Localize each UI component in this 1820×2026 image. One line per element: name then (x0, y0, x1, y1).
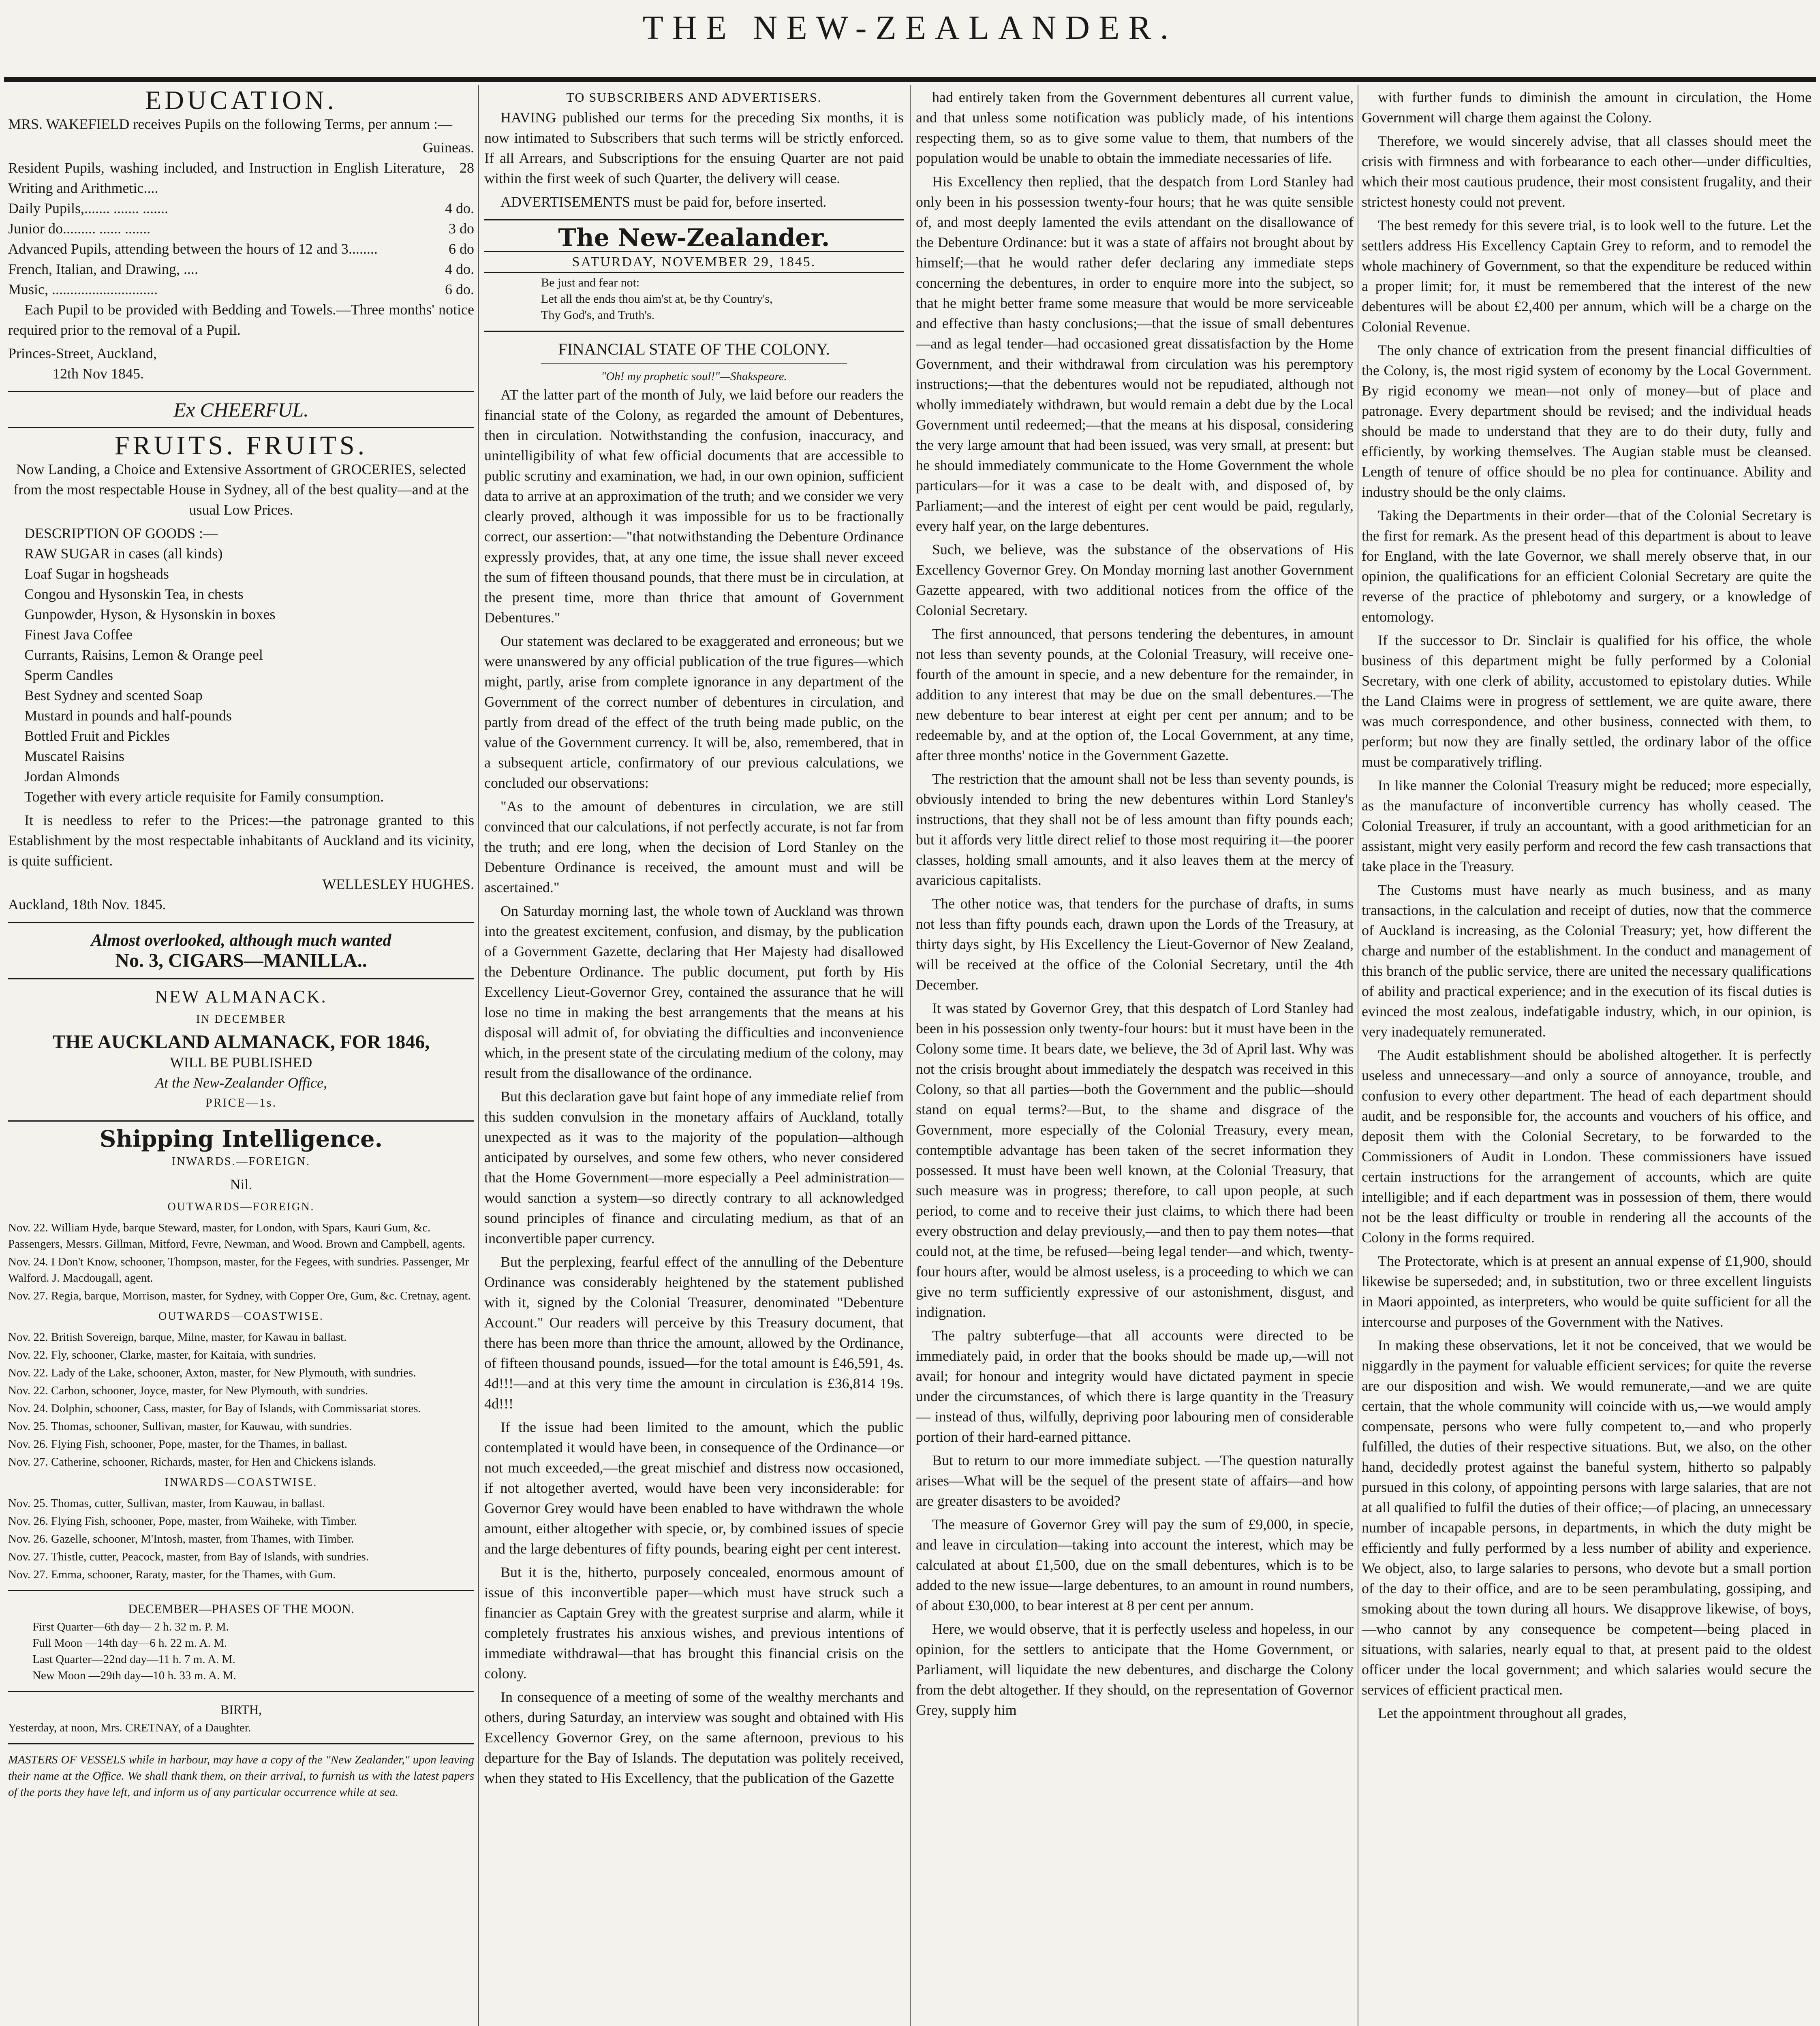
article-paragraph: His Excellency then replied, that the despatch from Lord Stanley had only been in his possession twenty-four hours; that he was quite sensible of, and most deeply lamented the evils attendant on the disallowance of the Debenture Ordinance: but it was a state of affairs not brought about by himself;—that he would rather defer declaring any immediate steps concerning the debentures, in order to enquire more into the subject, so that he might better frame some measure that would be more serviceable and effective than hasty conclusions;—that the issue of small debentures—and as legal tender—had occasioned great dissatisfaction by the Home Government, and their withdrawal from circulation was his peremptory instructions;—that the debentures would not be repudiated, although not wholly immediately withdrawn, but would remain a debt due by the Local Government until redeemed;—that the means at his disposal, considering the very large amount that had been issued, was very small, at present: but he should immediately communicate to the Home Government the whole particulars—for it was a case to be dealt with, and disposed of, by Parliament;—and the interest of eight per cent would be paid, regularly, every half year, on the large debentures. (916, 173, 1354, 534)
shipping-entry: Nov. 26. Flying Fish, schooner, Pope, master, from Waiheke, with Timber. (8, 1515, 357, 1528)
article-paragraph: The Protectorate, which is at present an annual expense of £1,900, should likewise be superseded; and, in substitution, two or three excellent linguists in Maori appointed, as interpreters, who would be quite sufficient for all the intercourse and purposes of the Government with the Natives. (1362, 1253, 1811, 1330)
moon-phase: Last Quarter—22nd day—11 h. 7 m. A. M. (32, 1653, 235, 1666)
outwards-coastwise-list (8, 1329, 474, 1470)
terms-row (8, 158, 474, 198)
fruits-heading: FRUITS. FRUITS. (114, 431, 368, 460)
terms-item: Resident Pupils, washing included, and Instruction in English Literature, Writing and Arithmetic.... (8, 160, 445, 196)
shipping-entry: Nov. 27. Catherine, schooner, Richards, master, for Hen and Chickens islands. (8, 1455, 376, 1468)
wakefield-note: Each Pupil to be provided with Bedding and Towels.—Three months' notice required prior to the removal of a Pupil. (8, 301, 474, 338)
goods-item: Best Sydney and scented Soap (24, 687, 203, 703)
cheerful-heading: Ex CHEERFUL. (173, 398, 309, 421)
masters-note: MASTERS OF VESSELS while in harbour, may have a copy of the "New Zealander," upon leaving their name at the Office. We shall thank them, on their arrival, to furnish us with the latest papers of the ports they have left, and inform us of any particular occurrence while at sea. (8, 1753, 474, 1799)
article-paragraph: The measure of Governor Grey will pay the sum of £9,000, in specie, and leave in circulation—taking into account the interest, which may be calculated at about £1,500, due on the small debentures, which is to be added to the new issue—large debentures, to an amount in round numbers, of about £30,000, to bear interest at 8 per cent per annum. (916, 1516, 1354, 1614)
article-paragraph: It was stated by Governor Grey, that this despatch of Lord Stanley had been in his possession only twenty-four hours: but it must have been in the Colony some time. It bears date, we believe, the 3d of April last. Why was not the crisis brought about immediately the despatch was received in this Colony, so that all parties—both the Government and the public—should stand on equal terms?—But, to the shame and disgrace of the Government, more especially of the Colonial Treasury, every mean, contemptible advantage has been taken of the secret information they possessed. It must have been well known, at the Colonial Treasury, that such measure was in progress; therefore, to call upon people, at such period, to come and to receive their just claims, to which there had been every obstruction and delay previously,—and then to pay them notes—that could not, at the time, be refused—being legal tender—and which, twenty-four hours after, would be almost useless, is a proceeding to which we can give no term sufficiently expressive of our astonishment, disgust, and indignation. (916, 1000, 1354, 1320)
article-heading: FINANCIAL STATE OF THE COLONY. (558, 340, 830, 358)
fruits-intro: Now Landing, a Choice and Extensive Assortment of GROCERIES, selected from the most respectable House in Sydney, all of the best quality—and at the usual Low Prices. (13, 461, 469, 518)
notice-heading: TO SUBSCRIBERS AND ADVERTISERS. (566, 90, 822, 105)
goods-item: Congou and Hysonskin Tea, in chests (24, 586, 244, 602)
shipping-entry: Nov. 27. Regia, barque, Morrison, master, for Sydney, with Copper Ore, Gum, &c. Cretnay, agent. (8, 1289, 471, 1302)
article-paragraph: AT the latter part of the month of July, we laid before our readers the financial state of the Colony, as regarded the amount of Debentures, then in circulation. Notwithstanding the confusion, inaccuracy, and unintelligibility of what few official documents that are accessible to public scrutiny and examination, we had, in our own opinion, sufficient data to arrive at an approximation of the truth; and we consider we very clearly proved, although it was impossible for us to be fractionally correct, our assertion:—"that notwithstanding the Debenture Ordinance expressly provides, that, at any one time, the issue shall never exceed the sum of fifteen thousand pounds, that there must be in circulation, at the present time, more than thrice that amount of Government Debentures." (484, 387, 904, 626)
terms-item: Daily Pupils,....... ....... ....... (8, 200, 169, 216)
terms-row (8, 259, 474, 279)
hughes-date: Auckland, 18th Nov. 1845. (8, 896, 166, 913)
article-paragraph: Taking the Departments in their order—that of the Colonial Secretary is the first for remark. As the present head of this department is about to leave for England, with the late Governor, we shall merely observe that, in our opinion, the qualifications for an efficient Colonial Secretary are quite the reverse of the practice of phlebotomy and surgery, or a knowledge of entomology. (1362, 507, 1811, 625)
terms-amount: 6 do (449, 241, 474, 257)
goods-item: Finest Java Coffee (24, 626, 133, 643)
cigars-line1: Almost overlooked, although much wanted (91, 931, 391, 950)
article-paragraph: The paltry subterfuge—that all accounts were directed to be immediately paid, in order that the books should be made up,—will not avail; for honour and integrity would have dictated payment in specie under the circumstances, of which there is large quantity in the Treasury — instead of thus, wilfully, depriving poor labouring men of considerable portion of their hard-earned pittance. (916, 1327, 1354, 1445)
divider (8, 1590, 474, 1591)
divider (484, 331, 904, 332)
notice-text: HAVING published our terms for the preceding Six months, it is now intimated to Subscribers that such terms will be strictly enforced. If all Arrears, and Subscriptions for the ensuing Quarter are not paid within the first week of such Quarter, the delivery will cease. (484, 109, 904, 186)
goods-item: Gunpowder, Hyson, & Hysonskin in boxes (24, 606, 276, 622)
terms-amount: 3 do (449, 220, 474, 237)
column-editorial-middle (916, 87, 1354, 2026)
moon-phase: New Moon —29th day—10 h. 33 m. A. M. (32, 1669, 236, 1682)
shipping-entry: Nov. 26. Gazelle, schooner, M'Intosh, master, from Thames, with Timber. (8, 1532, 354, 1545)
article-paragraph: In like manner the Colonial Treasury might be reduced; more especially, as the manufacture of inconvertible currency has wholly ceased. The Colonial Treasurer, if truly an accountant, with a good arithmetician for an assistant, might very easily perform and record the few cash transactions that take place in the Treasury. (1362, 777, 1811, 874)
shipping-entry: Nov. 24. Dolphin, schooner, Cass, master, for Bay of Islands, with Commissariat stores. (8, 1402, 421, 1415)
almanack-price: PRICE—1s. (205, 1096, 277, 1109)
goods-item: Sperm Candles (24, 667, 113, 683)
moon-phase: Full Moon —14th day—6 h. 22 m. A. M. (32, 1637, 227, 1650)
shipping-entry: Nov. 27. Thistle, cutter, Peacock, master, from Bay of Islands, with sundries. (8, 1550, 369, 1563)
ads-note: ADVERTISEMENTS must be paid for, before inserted. (500, 194, 827, 210)
article-paragraph: In making these observations, let it not be conceived, that we would be niggardly in the payment for valuable efficient services; for quite the reverse are our disposition and wish. We would remunerate,—and we are quite certain, that the whole community will coincide with us,—we would amply compensate, persons who were fully competent to,—and who properly fulfilled, the duties of their respective situations. But, we also, on the other hand, decidedly protest against the baneful system, hitherto so palpably pursued in this colony, of appointing persons with large salaries, that are not at all qualified to fulfil the duties of their office;—of placing, an unnecessary number of incapable persons, in departments, in which the duty might be efficiently and fully performed by a less number of ability and experience. We object, also, to large salaries to persons, who devote but a small portion of the day to their office, and are to be seen perambulating, gossiping, and smoking about the town during all hours. We disapprove likewise, of boys,—who cannot by any consequence be competent—being placed in situations, with salaries, nearly equal to that, at present paid to the oldest officer under the local government; and which salaries would secure the services of efficient practical men. (1362, 1337, 1811, 1698)
outwards-foreign-heading: OUTWARDS—FOREIGN. (167, 1201, 315, 1213)
divider (8, 427, 474, 428)
column-editorial-start (484, 87, 904, 2026)
terms-amount: 4 do. (445, 261, 474, 277)
terms-amount: 4 do. (445, 200, 474, 216)
divider (8, 922, 474, 923)
divider (8, 978, 474, 979)
outwards-foreign-list (8, 1220, 474, 1304)
cigars-line2: No. 3, CIGARS—MANILLA.. (115, 950, 367, 971)
article-paragraph: The Customs must have nearly as much business, and as many transactions, in the calculation and receipt of duties, now that the commerce of Auckland is increasing, as the Colonial Treasury; yet, how different the charge and number of the establishment. In the conduct and management of this branch of the public service, there are united the necessary qualifications of ability and practical experience; and in the execution of its fiscal duties is evinced the most zealous, indefatigable industry, which, in our opinion, is very inadequately remunerated. (1362, 882, 1811, 1040)
article-paragraph: In consequence of a meeting of some of the wealthy merchants and others, during Saturday, an interview was sought and obtained with His Excellency Governor Grey, on the same afternoon, previous to his departure for the Bay of Islands. The deputation was politely received, when they stated to His Excellency, that the publication of the Gazette (484, 1689, 904, 1786)
moon-phase: First Quarter—6th day— 2 h. 32 m. P. M. (32, 1620, 229, 1633)
birth-heading: BIRTH, (220, 1702, 262, 1717)
goods-list (24, 543, 474, 786)
article-paragraph: Here, we would observe, that it is perfectly useless and hopeless, in our opinion, for the settlers to anticipate that the Home Government, or Parliament, will liquidate the new debentures, and discharge the Colony from the debt altogether. If they should, on the representation of Governor Grey, supply him (916, 1621, 1354, 1718)
shipping-entry: Nov. 24. I Don't Know, schooner, Thompson, master, for the Fegees, with sundries. Passenger, Mr Walford. J. Macdougall, agent. (8, 1255, 469, 1284)
shipping-entry: Nov. 25. Thomas, schooner, Sullivan, master, for Kauwau, with sundries. (8, 1420, 352, 1433)
terms-row (8, 239, 474, 259)
article-paragraph: But to return to our more immediate subject. —The question naturally arises—What will be the sequel of the present state of affairs—and how are greater disasters to be avoided? (916, 1452, 1354, 1509)
moon-heading: DECEMBER—PHASES OF THE MOON. (128, 1601, 354, 1616)
masthead: THE NEW-ZEALANDER. (642, 9, 1178, 47)
terms-row (8, 198, 474, 218)
article-paragraph: The Audit establishment should be abolished altogether. It is perfectly useless and unnecessary—and only a source of annoyance, trouble, and confusion to every other department. The head of each department should audit, and be responsible for, the accounts and vouchers of his office, and deposit them with the Colonial Secretary, to be forwarded to the Commissioners of Audit in London. These commissioners have issued certain instructions for the arrangement of accounts, which are quite intelligible; and if each department was in possession of them, there would not be the least difficulty or trouble in rendering all the accounts of the Colony in the forms required. (1362, 1047, 1811, 1246)
column-advertisements (8, 87, 474, 2026)
outwards-coastwise-heading: OUTWARDS—COASTWISE. (158, 1310, 324, 1323)
article-paragraph: The first announced, that persons tendering the debentures, in amount not less than seventy pounds, at the Colonial Treasury, will receive one-fourth of the amount in specie, and a new debenture for the remainder, in addition to any interest that may be due on the small debentures.—The new debenture to bear interest at eight per cent per annum; and to be redeemable by, and at the option of, the Local Government, at any time, after three months' notice in the Government Gazette. (916, 626, 1354, 763)
shipping-entry: Nov. 27. Emma, schooner, Raraty, master, for the Thames, with Gum. (8, 1568, 336, 1581)
article-paragraph: If the issue had been limited to the amount, which the public contemplated it would have been, in consequence of the Ordinance—or not much exceeded,—the great mischief and distress now occasioned, if not altogether averted, would have been very inconsiderable: for Governor Grey would have been enabled to have withdrawn the whole amount, either altogether with specie, or, by combined issues of specie and the large debentures of fifty pounds, bearing eight per cent interest. (484, 1419, 904, 1557)
motto: Be just and fear not: Let all the ends thou aim'st at, be thy Country's, Thy God's, and Truth's. (541, 276, 773, 322)
paper-title: The New-Zealander. (558, 224, 830, 252)
terms-item: Junior do......... ...... ....... (8, 220, 150, 237)
article-paragraph: But it is the, hitherto, purposely concealed, enormous amount of issue of this inconvertible paper—which must have struck such a financier as Captain Grey with the greatest surprise and alarm, while it completely frustrates his anxious wishes, and previous intentions of immediate withdrawal—that has brought this financial crisis on the colony. (484, 1564, 904, 1682)
article-paragraph: The restriction that the amount shall not be less than seventy pounds, is obviously intended to bring the new debentures within Lord Stanley's instructions, that they shall not be of less amount than fifty pounds each; but it affords very little direct relief to those most requiring it—the poorer classes, holding small amounts, and it also leaves them at the mercy of avaricious capitalists. (916, 771, 1354, 888)
terms-table (8, 158, 474, 299)
inwards-coastwise-heading: INWARDS—COASTWISE. (165, 1476, 318, 1489)
masthead-rule (4, 77, 1816, 82)
almanack-name: THE AUCKLAND ALMANACK, FOR 1846, (52, 1031, 430, 1053)
article-paragraph: Let the appointment throughout all grades, (1378, 1705, 1627, 1721)
divider (8, 1120, 474, 1122)
goods-item: Mustard in pounds and half-pounds (24, 707, 232, 724)
goods-item: Muscatel Raisins (24, 748, 124, 764)
guineas-label: Guineas. (423, 139, 474, 156)
almanack-will: WILL BE PUBLISHED (170, 1054, 312, 1071)
almanack-office: At the New-Zealander Office, (155, 1075, 327, 1091)
article-paragraph: had entirely taken from the Government debentures all current value, and that unless some notification was publicly made, of his intentions respecting them, so as to give some value to them, that numbers of the population would be unable to obtain the immediate necessaries of life. (916, 89, 1354, 166)
divider (541, 363, 847, 364)
column-editorial-end (1362, 87, 1811, 2026)
terms-item: Advanced Pupils, attending between the hours of 12 and 3........ (8, 241, 378, 257)
article-body (484, 385, 904, 1788)
shipping-entry: Nov. 22. Fly, schooner, Clarke, master, for Kaitaia, with sundries. (8, 1349, 316, 1361)
goods-item: Bottled Fruit and Pickles (24, 728, 170, 744)
shipping-entry: Nov. 25. Thomas, cutter, Sullivan, master, from Kauwau, in ballast. (8, 1497, 325, 1510)
shipping-heading: Shipping Intelligence. (99, 1126, 383, 1152)
column-rule (478, 85, 479, 2026)
date-line: SATURDAY, NOVEMBER 29, 1845. (484, 251, 904, 273)
article-paragraph: The only chance of extrication from the present financial difficulties of the Colony, is, the most rigid system of economy by the Local Government. By rigid economy we mean—not only of money—but of place and patronage. Every department should be revised; and the individual heads should be made to understand that they are to do their duty, fully and efficiently, by working themselves. The Augian stable must be cleansed. Length of tenure of office should be no plea for continuance. Ability and industry should be the only claims. (1362, 342, 1811, 500)
moon-phases (32, 1619, 474, 1684)
goods-item: Loaf Sugar in hogsheads (24, 566, 169, 582)
wakefield-intro: MRS. WAKEFIELD receives Pupils on the following Terms, per annum :— (8, 116, 453, 132)
shipping-entry: Nov. 22. Lady of the Lake, schooner, Axton, master, for New Plymouth, with sundries. (8, 1366, 416, 1379)
education-heading: EDUCATION. (145, 87, 338, 115)
wakefield-date: 12th Nov 1845. (53, 365, 144, 382)
inwards-foreign-nil: Nil. (230, 1176, 252, 1193)
article-paragraph: But the perplexing, fearful effect of the annulling of the Debenture Ordinance was considerably heightened by the statement published with it, signed by the Colonial Treasurer, denominated "Debenture Account." Our readers will perceive by this Treasury document, that there has been more than thrice the amount, allowed by the Ordinance, of fifteen thousand pounds, issued—for the total amount is £46,591, 4s. 4d!!!—and at this very time the amount in circulation is £36,814 19s. 4d!!! (484, 1254, 904, 1412)
article-paragraph: Therefore, we would sincerely advise, that all classes should meet the crisis with firmness and with forbearance to each other—under difficulties, which their most cautious prudence, their most consistent frugality, and their strictest honesty could not prevent. (1362, 133, 1811, 210)
terms-item: French, Italian, and Drawing, .... (8, 261, 198, 277)
article-paragraph: But this declaration gave but faint hope of any immediate relief from this sudden convulsion in the monetary affairs of Auckland, totally unexpected as it was to the majority of the population—although anticipated by ourselves, and some few others, who never considered that the Home Government—more especially a Peel administration—would sanction a system—so directly contrary to all acknowledged sound principles of finance and circulating medium, as that of an inconvertible paper currency. (484, 1088, 904, 1246)
prices-note: It is needless to refer to the Prices:—the patronage granted to this Establishment by the most respectable inhabitants of Auckland and its vicinity, is quite sufficient. (8, 812, 474, 869)
birth-text: Yesterday, at noon, Mrs. CRETNAY, of a Daughter. (8, 1721, 251, 1734)
shipping-entry: Nov. 26. Flying Fish, schooner, Pope, master, for the Thames, in ballast. (8, 1438, 347, 1451)
hughes-signature: WELLESLEY HUGHES. (322, 876, 474, 892)
article-paragraph: On Saturday morning last, the whole town of Auckland was thrown into the greatest excitement, confusion, and dismay, by the publication of a Government Gazette, declaring that Her Majesty had disallowed the Debenture Ordinance. The public document, put forth by His Excellency Lieut-Governor Grey, contained the assurance that he will lose no time in making the best arrangements that the means at his disposal will admit of, for obviating the difficulties and inconvenience which, in the present state of the circulating medium of the colony, may result from the disallowance of the ordinance. (484, 903, 904, 1081)
goods-note: Together with every article requisite for Family consumption. (24, 789, 384, 805)
article-paragraph: with further funds to diminish the amount in circulation, the Home Government will charge them against the Colony. (1362, 89, 1811, 126)
inwards-coastwise-list (8, 1495, 474, 1583)
shipping-entry: Nov. 22. Carbon, schooner, Joyce, master, for New Plymouth, with sundries. (8, 1384, 368, 1397)
divider (8, 1691, 474, 1692)
article-paragraph: Our statement was declared to be exaggerated and erroneous; but we were unanswered by any official publication of the true figures—which might, partly, arise from complete ignorance in any department of the Government of the correct number of debentures in circulation, and partly from dread of the effect of the truth being made public, on the value of the Government currency. It will be, also, remembered, that in a subsequent article, confirmatory of our previous calculations, we concluded our observations: (484, 633, 904, 791)
epigraph: "Oh! my prophetic soul!"—Shakspeare. (601, 370, 787, 383)
article-paragraph: If the successor to Dr. Sinclair is qualified for his office, the whole business of this department might be fully performed by a Colonial Secretary, with one clerk of ability, accustomed to epistolary duties. While the Land Claims were in progress of settlement, we are quite aware, there was much correspondence, and other business, connected with them, to perform; but now they are finally settled, the ordinary labor of the office must be comparatively trifling. (1362, 632, 1811, 770)
divider (8, 1743, 474, 1744)
article-paragraph: "As to the amount of debentures in circulation, we are still convinced that our calculations, if not perfectly accurate, is not far from the truth; and ere long, when the decision of Lord Stanley on the Debenture Ordinance is received, the amount must and will be ascertained." (484, 798, 904, 895)
shipping-entry: Nov. 22. British Sovereign, barque, Milne, master, for Kawau in ballast. (8, 1331, 347, 1344)
inwards-foreign-heading: INWARDS.—FOREIGN. (172, 1155, 310, 1168)
article-paragraph: Such, we believe, was the substance of the observations of His Excellency Governor Grey. On Monday morning last another Government Gazette appeared, with two additional notices from the office of the Colonial Secretary. (916, 541, 1354, 618)
terms-row (8, 279, 474, 299)
terms-amount: 6 do. (445, 281, 474, 297)
terms-amount: 28 (460, 160, 474, 176)
column-rule (910, 85, 911, 2026)
wakefield-place: Princes-Street, Auckland, (8, 345, 157, 361)
goods-item: RAW SUGAR in cases (all kinds) (24, 545, 223, 562)
shipping-entry: Nov. 22. William Hyde, barque Steward, master, for London, with Spars, Kauri Gum, &c. Passengers, Messrs. Gillman, Mitford, Fevre, Newman, and Wood. Brown and Campbell, agents. (8, 1221, 465, 1250)
divider (8, 391, 474, 392)
divider (484, 219, 904, 220)
terms-row (8, 218, 474, 239)
terms-item: Music, ............................. (8, 281, 158, 297)
almanack-in: IN DECEMBER (196, 1013, 286, 1026)
goods-heading: DESCRIPTION OF GOODS :— (24, 525, 218, 541)
article-paragraph: The best remedy for this severe trial, is to look well to the future. Let the settlers address His Excellency Captain Grey to reform, and to remodel the whole machinery of Government, so that the expenditure be reduced within a proper limit; for, it must be remembered that the interest of the new debentures will be about £2,400 per annum, which will be a charge on the Colonial Revenue. (1362, 217, 1811, 335)
goods-item: Currants, Raisins, Lemon & Orange peel (24, 647, 263, 663)
almanack-heading: NEW ALMANACK. (155, 987, 327, 1007)
article-paragraph: The other notice was, that tenders for the purchase of drafts, in sums not less than fifty pounds each, drawn upon the Lords of the Treasury, at thirty days sight, by His Excellency the Lieut-Governor of New Zealand, will be received at the office of the Colonial Secretary, until the 4th December. (916, 895, 1354, 993)
goods-item: Jordan Almonds (24, 768, 120, 784)
